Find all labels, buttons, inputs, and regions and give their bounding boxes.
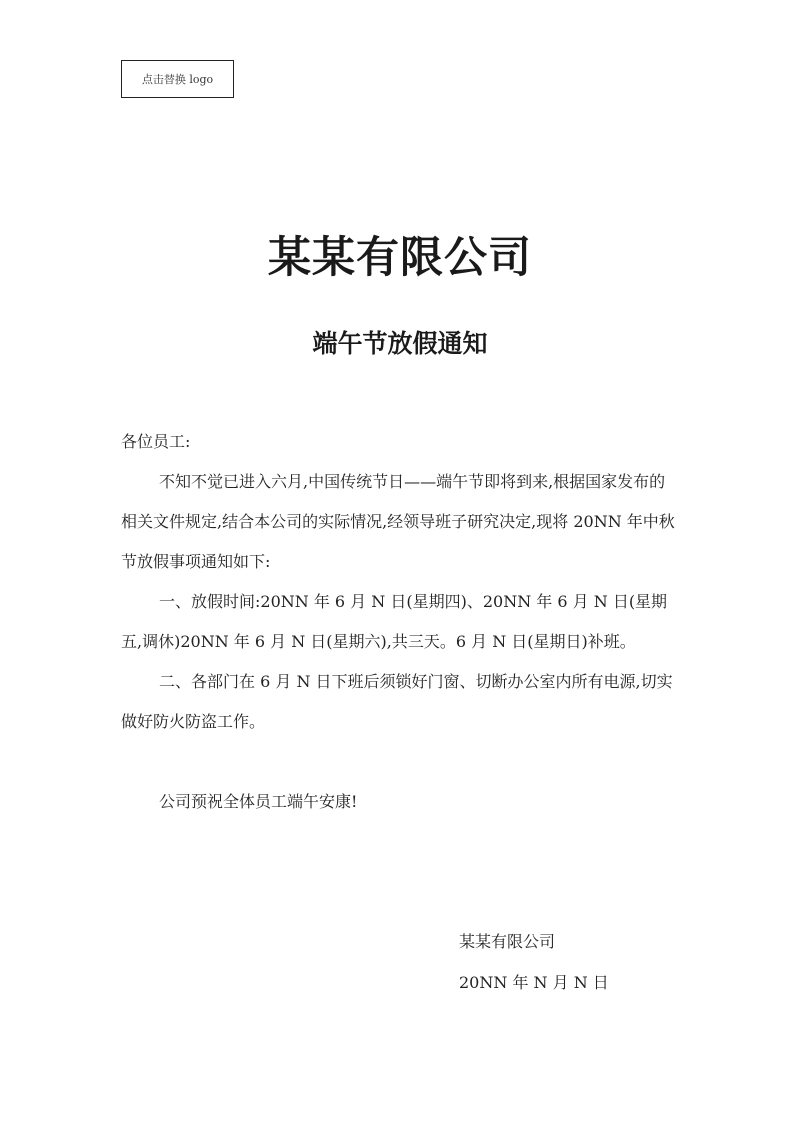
- signature-date: 20NN 年 N 月 N 日: [459, 973, 609, 992]
- notice-title: 端午节放假通知: [312, 329, 488, 358]
- logo-placeholder[interactable]: [121, 60, 234, 98]
- closing-wish: 公司预祝全体员工端午安康!: [159, 792, 358, 811]
- logo-placeholder-text: 点击替换 logo: [141, 73, 214, 86]
- paragraph-department-notice: 二、各部门在 6 月 N 日下班后须锁好门窗、切断办公室内所有电源,切实做好防火防盗工作。: [121, 672, 673, 731]
- signature-company: 某某有限公司: [459, 932, 556, 951]
- paragraph-holiday-time: 一、放假时间:20NN 年 6 月 N 日(星期四)、20NN 年 6 月 N 日(星期五,调休)20NN 年 6 月 N 日(星期六),共三天。6 月 N 日(星期日)补班。: [121, 592, 668, 651]
- salutation: 各位员工:: [121, 432, 191, 451]
- notice-body: [121, 422, 681, 822]
- paragraph-intro: 不知不觉已进入六月,中国传统节日——端午节即将到来,根据国家发布的相关文件规定,结合本公司的实际情况,经领导班子研究决定,现将 20NN 年中秋节放假事项通知如下:: [121, 472, 675, 571]
- signature-block: [459, 921, 609, 1003]
- spacer: [121, 742, 681, 782]
- company-title: 某某有限公司: [268, 233, 532, 283]
